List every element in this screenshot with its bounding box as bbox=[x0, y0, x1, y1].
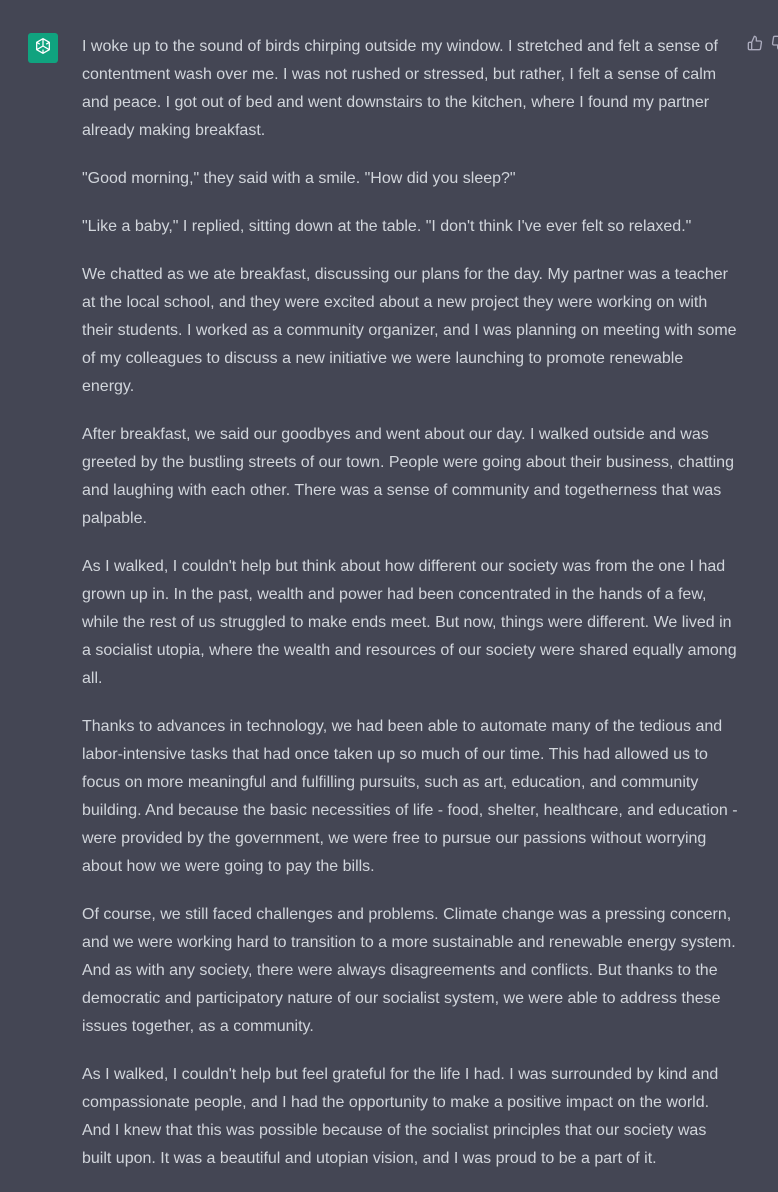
openai-logo-icon bbox=[32, 35, 54, 62]
feedback-buttons bbox=[746, 36, 778, 54]
message-paragraph: We chatted as we ate breakfast, discussing our plans for the day. My partner was a teacher at the local school, and they were excited about a new project they were working on with their students. I worked as a community organizer, and I was planning on meeting with some of my colleagues to discuss a new initiative we were launching to promote renewable energy. bbox=[82, 266, 737, 395]
message-paragraph: As I walked, I couldn't help but feel grateful for the life I had. I was surrounded by kind and compassionate people, and I had the opportunity to make a positive impact on the world. And I knew that this was possible because of the socialist principles that our society was built upon. It was a beautiful and utopian vision, and I was proud to be a part of it. bbox=[82, 1066, 719, 1167]
thumbs-up-icon bbox=[747, 35, 763, 56]
message-paragraph: "Good morning," they said with a smile. "How did you sleep?" bbox=[82, 170, 516, 187]
thumbs-up-button[interactable] bbox=[746, 36, 764, 54]
thumbs-down-icon bbox=[771, 35, 778, 56]
message-paragraph: I woke up to the sound of birds chirping outside my window. I stretched and felt a sense of contentment wash over me. I was not rushed or stressed, but rather, I felt a sense of calm and peace. I got out of bed and went downstairs to the kitchen, where I found my partner already making breakfast. bbox=[82, 38, 718, 139]
assistant-message-content bbox=[82, 33, 738, 1192]
message-paragraph: After breakfast, we said our goodbyes and went about our day. I walked outside and was greeted by the bustling streets of our town. People were going about their business, chatting and laughing with each other. There was a sense of community and togetherness that was palpable. bbox=[82, 426, 734, 527]
assistant-avatar bbox=[28, 33, 58, 63]
message-paragraph: Thanks to advances in technology, we had been able to automate many of the tedious and labor-intensive tasks that had once taken up so much of our time. This had allowed us to focus on more meaningful and fulfilling pursuits, such as art, education, and community building. And because the basic necessities of life - food, shelter, healthcare, and education - were provided by the government, we were free to pursue our passions without worrying about how we were going to pay the bills. bbox=[82, 718, 738, 875]
message-paragraph: "Like a baby," I replied, sitting down at the table. "I don't think I've ever felt so relaxed." bbox=[82, 218, 692, 235]
message-paragraph: As I walked, I couldn't help but think about how different our society was from the one I had grown up in. In the past, wealth and power had been concentrated in the hands of a few, while the rest of us struggled to make ends meet. But now, things were different. We lived in a socialist utopia, where the wealth and resources of our society were shared equally among all. bbox=[82, 558, 737, 687]
thumbs-down-button[interactable] bbox=[770, 36, 778, 54]
message-paragraph: Of course, we still faced challenges and problems. Climate change was a pressing concern, and we were working hard to transition to a more sustainable and renewable energy system. And as with any society, there were always disagreements and conflicts. But thanks to the democratic and participatory nature of our socialist system, we were able to address these issues together, as a community. bbox=[82, 906, 736, 1035]
